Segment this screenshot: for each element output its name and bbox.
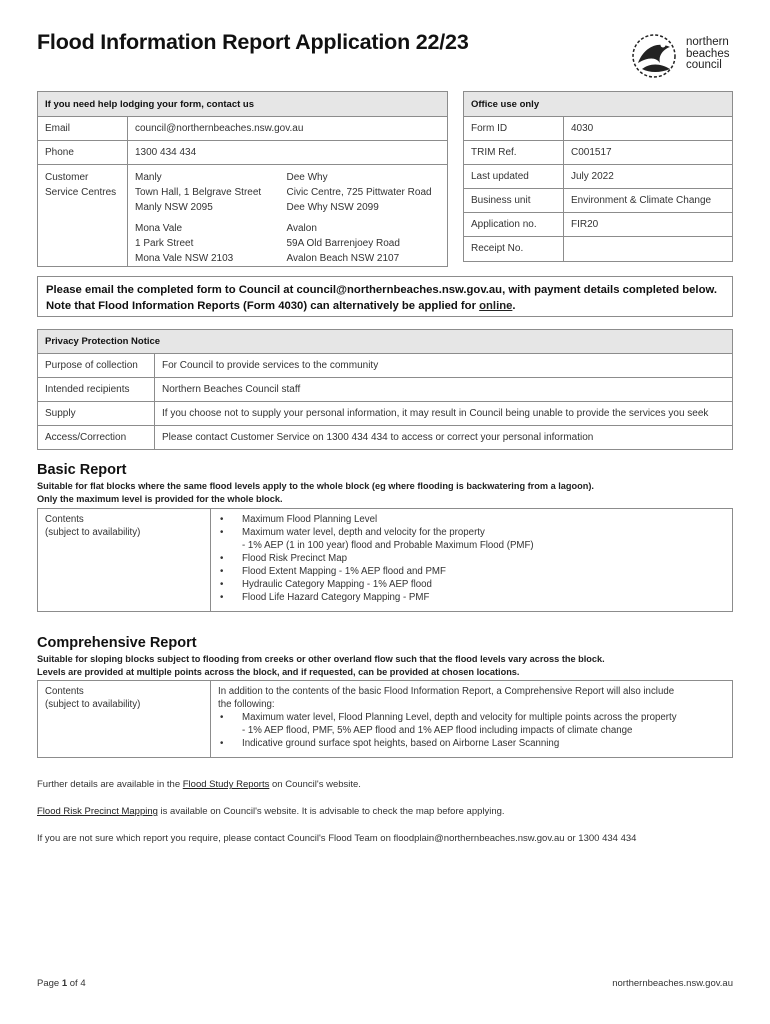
privacy-value: Northern Beaches Council staff xyxy=(155,378,733,402)
centre-manly: Manly Town Hall, 1 Belgrave Street Manly NSW 2095 xyxy=(135,172,262,213)
office-value: Environment & Climate Change xyxy=(564,189,733,213)
privacy-label: Access/Correction xyxy=(38,426,155,450)
contents-label: Contents (subject to availability) xyxy=(38,681,211,758)
basic-report-title: Basic Report xyxy=(37,462,127,478)
office-use-table xyxy=(463,91,733,262)
office-label: Form ID xyxy=(464,117,564,141)
office-label: Last updated xyxy=(464,165,564,189)
notice-line-1: Please email the completed form to Council at council@northernbeaches.nsw.gov.au, with payment details completed below. xyxy=(46,284,717,296)
comprehensive-report-subtitle-1: Suitable for sloping blocks subject to flooding from creeks or other overland flow such that the flood levels vary across the block. xyxy=(37,654,605,664)
list-item: • Hydraulic Category Mapping - 1% AEP flood xyxy=(218,578,725,591)
list-item: • Indicative ground surface spot heights, based on Airborne Laser Scanning xyxy=(218,737,725,750)
logo-wordmark: northern beaches council xyxy=(686,36,730,71)
phone-label: Phone xyxy=(38,141,128,165)
centre-dee-why: Dee Why Civic Centre, 725 Pittwater Road Dee Why NSW 2099 xyxy=(286,172,432,213)
basic-contents-list xyxy=(218,513,725,604)
list-item: • Maximum water level, depth and velocity for the property xyxy=(218,526,725,539)
flood-risk-precinct-mapping-link[interactable]: Flood Risk Precinct Mapping xyxy=(37,806,158,817)
list-item: • Maximum Flood Planning Level xyxy=(218,513,725,526)
page-title: Flood Information Report Application 22/23 xyxy=(37,30,469,54)
service-centres-left xyxy=(128,165,280,267)
centre-avalon: Avalon 59A Old Barrenjoey Road Avalon Beach NSW 2107 xyxy=(286,223,400,264)
office-heading: Office use only xyxy=(464,92,733,117)
service-centres-label: Customer Service Centres xyxy=(38,165,128,267)
list-item: - 1% AEP (1 in 100 year) flood and Probable Maximum Flood (PMF) xyxy=(242,540,534,551)
flood-study-reports-link[interactable]: Flood Study Reports xyxy=(182,779,270,790)
help-heading: If you need help lodging your form, contact us xyxy=(38,92,448,117)
service-centres-right xyxy=(280,165,448,267)
office-value: July 2022 xyxy=(564,165,733,189)
list-item: • Flood Risk Precinct Map xyxy=(218,552,725,565)
email-label: Email xyxy=(38,117,128,141)
office-value: FIR20 xyxy=(564,213,733,237)
comprehensive-report-subtitle-2: Levels are provided at multiple points across the block, and if requested, can be provided at chosen locations. xyxy=(37,667,520,677)
list-item: • Maximum water level, Flood Planning Level, depth and velocity for multiple points across the property xyxy=(218,711,725,724)
privacy-heading: Privacy Protection Notice xyxy=(38,330,733,354)
comprehensive-report-contents xyxy=(37,680,733,758)
privacy-value: If you choose not to supply your personal information, it may result in Council being unable to provide the services you seek xyxy=(155,402,733,426)
notice-line-2: Note that Flood Information Reports (Form 4030) can alternatively be applied for online. xyxy=(46,299,516,312)
basic-report-subtitle-2: Only the maximum level is provided for the whole block. xyxy=(37,494,283,504)
comprehensive-report-title: Comprehensive Report xyxy=(37,635,197,651)
centre-mona-vale: Mona Vale 1 Park Street Mona Vale NSW 2103 xyxy=(135,223,234,264)
office-label: Receipt No. xyxy=(464,237,564,262)
list-item: • Flood Extent Mapping - 1% AEP flood and PMF xyxy=(218,565,725,578)
privacy-value: For Council to provide services to the community xyxy=(155,354,733,378)
contents-label: Contents (subject to availability) xyxy=(38,509,211,612)
office-label: Application no. xyxy=(464,213,564,237)
office-label: TRIM Ref. xyxy=(464,141,564,165)
email-value[interactable]: council@northernbeaches.nsw.gov.au xyxy=(128,117,448,141)
receipt-no-field[interactable] xyxy=(564,237,733,262)
precinct-mapping-paragraph: Flood Risk Precinct Mapping is available on Council's website. It is advisable to check the map before applying. xyxy=(37,806,505,817)
further-details-paragraph: Further details are available in the Flood Study Reports on Council's website. xyxy=(37,779,361,790)
online-link[interactable]: online xyxy=(479,299,513,312)
office-value: C001517 xyxy=(564,141,733,165)
page-number: Page 1 of 4 xyxy=(37,978,86,989)
basic-report-subtitle-1: Suitable for flat blocks where the same flood levels apply to the whole block (eg where flooding is backwatering from a lagoon). xyxy=(37,481,594,491)
phone-value[interactable]: 1300 434 434 xyxy=(128,141,448,165)
office-value: 4030 xyxy=(564,117,733,141)
privacy-label: Purpose of collection xyxy=(38,354,155,378)
help-contact-table xyxy=(37,91,448,267)
comprehensive-report-section xyxy=(37,635,605,679)
contact-flood-team-paragraph: If you are not sure which report you require, please contact Council's Flood Team on floodplain@northernbeaches.nsw.gov.au or 1300 434 434 xyxy=(37,833,637,844)
council-logo-icon xyxy=(630,33,680,79)
privacy-value: Please contact Customer Service on 1300 434 434 to access or correct your personal information xyxy=(155,426,733,450)
list-item: - 1% AEP flood, PMF, 5% AEP flood and 1% AEP flood including impacts of climate change xyxy=(242,725,633,736)
comprehensive-contents-list xyxy=(218,711,725,750)
comprehensive-intro: In addition to the contents of the basic Flood Information Report, a Comprehensive Report will also include the following: xyxy=(218,686,675,710)
footer-url[interactable]: northernbeaches.nsw.gov.au xyxy=(612,978,733,989)
privacy-label: Intended recipients xyxy=(38,378,155,402)
council-logo xyxy=(630,33,740,79)
basic-report-section xyxy=(37,462,594,506)
office-label: Business unit xyxy=(464,189,564,213)
contents-list-cell xyxy=(211,681,733,758)
privacy-table xyxy=(37,329,733,450)
contents-list-cell xyxy=(211,509,733,612)
email-notice xyxy=(37,276,733,317)
list-item: • Flood Life Hazard Category Mapping - PMF xyxy=(218,591,725,604)
privacy-label: Supply xyxy=(38,402,155,426)
basic-report-contents xyxy=(37,508,733,612)
